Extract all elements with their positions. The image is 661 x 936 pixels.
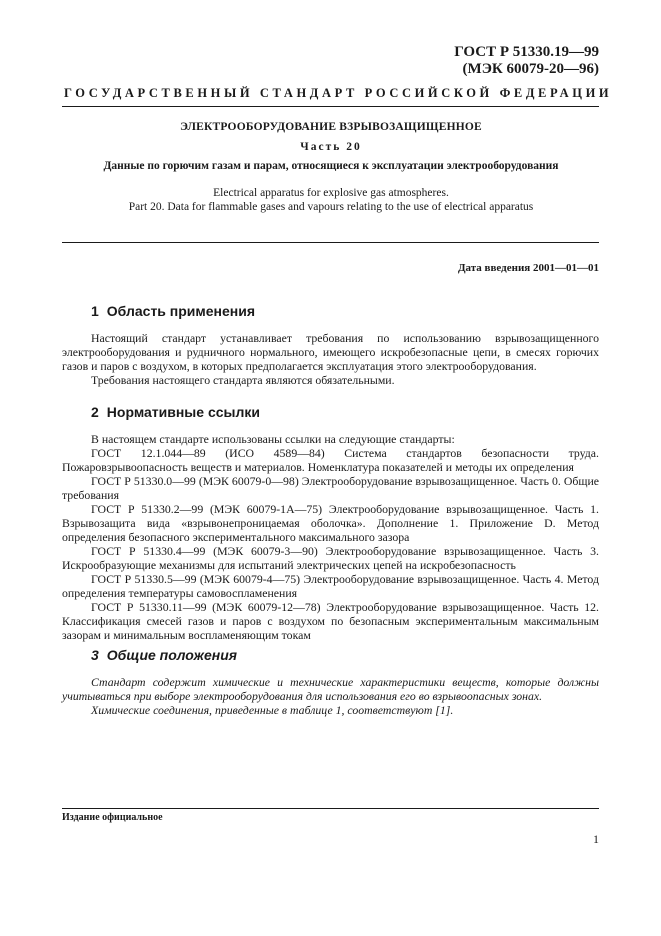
section-body-1 <box>62 331 599 387</box>
document-part: Часть 20 <box>300 141 362 153</box>
section-title: Нормативные ссылки <box>106 404 260 420</box>
section-heading-3 <box>91 647 237 663</box>
reference-item: ГОСТ Р 51330.11—99 (МЭК 60079-12—78) Электрооборудование взрывозащищенное. Часть 12. Классификация смесей газов и паров с воздухом по безопасным экспериментальным максимальным зазорам и минимальным воспламеняющим токам <box>62 600 599 642</box>
paragraph: Требования настоящего стандарта являются обязательными. <box>91 373 395 387</box>
page-number: 1 <box>593 832 599 846</box>
reference-item: ГОСТ Р 51330.4—99 (МЭК 60079-3—90) Электрооборудование взрывозащищенное. Часть 3. Искрообразующие механизмы для испытаний электрических цепей на искробезопасность <box>62 544 599 572</box>
section-heading-1 <box>91 303 255 319</box>
section-number: 2 <box>91 404 99 420</box>
paragraph: Химические соединения, приведенные в таблице 1, соответствуют [1]. <box>91 703 454 717</box>
section-title: Область применения <box>106 303 256 319</box>
section-number: 1 <box>91 303 99 319</box>
title-divider <box>62 242 599 243</box>
section-heading-2 <box>91 404 260 420</box>
section-number: 3 <box>91 647 99 663</box>
state-standard-banner: ГОСУДАРСТВЕННЫЙ СТАНДАРТ РОССИЙСКОЙ ФЕДЕРАЦИИ <box>64 86 613 100</box>
reference-item: ГОСТ Р 51330.5—99 (МЭК 60079-4—75) Электрооборудование взрывозащищенное. Часть 4. Метод определения температуры самовоспламенения <box>62 572 599 600</box>
section-body-3 <box>62 675 599 717</box>
standard-code-iec: (МЭК 60079-20—96) <box>462 61 599 77</box>
introduction-date: Дата введения 2001—01—01 <box>457 262 599 274</box>
paragraph: Стандарт содержит химические и технические характеристики веществ, которые должны учитываться при выборе электрооборудования для использования его во взрывоопасных зонах. <box>62 675 599 703</box>
standard-code <box>454 44 599 78</box>
english-title <box>64 186 598 214</box>
document-subtitle: Данные по горючим газам и парам, относящиеся к эксплуатации электрооборудования <box>103 160 559 172</box>
section-body-2 <box>62 432 599 642</box>
paragraph: Настоящий стандарт устанавливает требования по использованию взрывозащищенного электрооборудования и рудничного нормального, имеющего искробезопасные цепи, в смесях горючих газов и паров с воздухом, в которых предполагается эксплуатация этого электрооборудования. <box>62 331 599 373</box>
reference-item: ГОСТ Р 51330.0—99 (МЭК 60079-0—98) Электрооборудование взрывозащищенное. Часть 0. Общие требования <box>62 474 599 502</box>
english-title-line1: Electrical apparatus for explosive gas atmospheres. <box>213 187 449 199</box>
paragraph: В настоящем стандарте использованы ссылки на следующие стандарты: <box>91 432 455 446</box>
reference-item: ГОСТ 12.1.044—89 (ИСО 4589—84) Система стандартов безопасности труда. Пожаровзрывоопасность веществ и материалов. Номенклатура показателей и методы их определения <box>62 446 599 474</box>
section-title: Общие положения <box>106 647 238 663</box>
reference-item: ГОСТ Р 51330.2—99 (МЭК 60079-1А—75) Электрооборудование взрывозащищенное. Часть 1. Взрывозащита вида «взрывонепроницаемая оболочка». Дополнение 1. Приложение D. Метод определения безопасного экспериментального максимального зазора <box>62 502 599 544</box>
official-edition-label: Издание официальное <box>62 812 163 823</box>
footer-divider <box>62 808 599 809</box>
header-divider <box>62 106 599 107</box>
standard-code-gost: ГОСТ Р 51330.19—99 <box>454 44 599 60</box>
document-title: ЭЛЕКТРООБОРУДОВАНИЕ ВЗРЫВОЗАЩИЩЕННОЕ <box>180 121 482 133</box>
english-title-line2: Part 20. Data for flammable gases and vapours relating to the use of electrical apparatus <box>128 201 534 213</box>
